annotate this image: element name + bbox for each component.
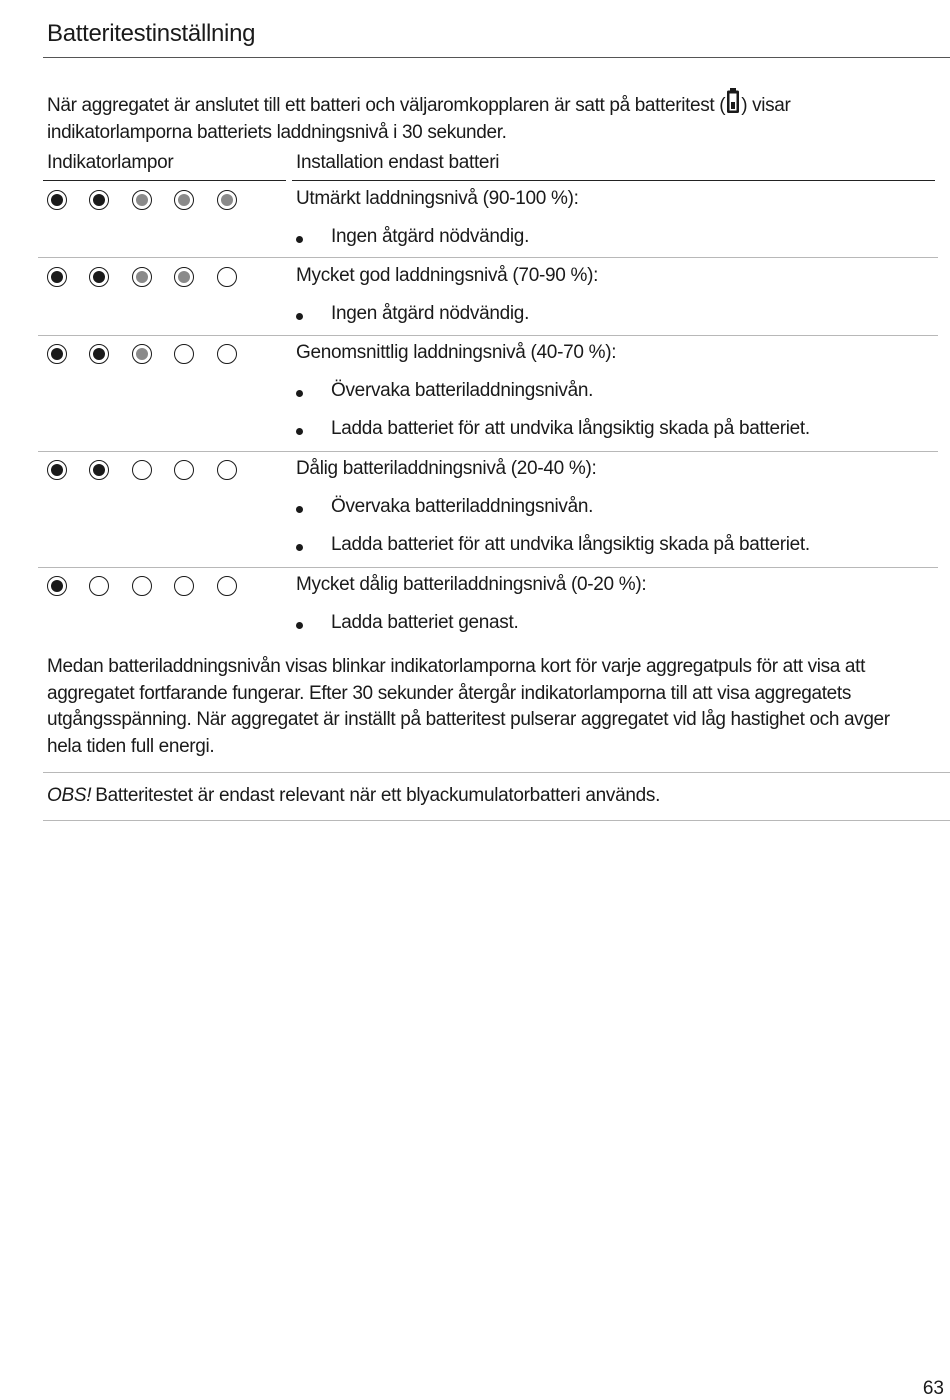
table-header-installation: Installation endast batteri [296, 152, 500, 173]
intro-text [47, 88, 927, 146]
table-header-rule-right [292, 180, 935, 181]
note-bottom-rule [43, 820, 950, 821]
charge-level-label: Utmärkt laddningsnivå (90-100 %): [296, 188, 579, 209]
battery-icon [726, 88, 740, 114]
page-number: 63 [922, 1378, 944, 1399]
note-top-rule [43, 772, 950, 773]
lamp-on-icon [47, 267, 67, 287]
body-paragraph: Medan batteriladdningsnivån visas blinkar indikatorlamporna kort för varje aggregatpuls för att visa att aggregatet fortfarande fungerar. Efter 30 sekunder återgår indikatorlamporna till att visa aggregatets utgångsspänning. När aggregatet är inställt på batteritest pulserar aggregatet vid låg hastighet och avger hela tiden full energi. [47, 656, 890, 757]
bullet-text: Övervaka batteriladdningsnivån. [331, 380, 594, 401]
lamp-dim-icon [132, 267, 152, 287]
lamp-dim-icon [132, 344, 152, 364]
lamp-off-icon [217, 460, 237, 480]
bullet-text: Ingen åtgärd nödvändig. [331, 303, 530, 324]
bullet-text: Ladda batteriet för att undvika långsiktig skada på batteriet. [331, 418, 810, 439]
lamp-off-icon [174, 460, 194, 480]
table-header-rule-left [43, 180, 286, 181]
lamp-on-icon [89, 267, 109, 287]
bullet-icon [296, 236, 303, 243]
lamp-off-icon [217, 267, 237, 287]
lamp-off-icon [132, 576, 152, 596]
lamp-dim-icon [217, 190, 237, 210]
row-divider [38, 335, 938, 336]
table-header-lamps: Indikatorlampor [47, 152, 174, 173]
bullet-icon [296, 428, 303, 435]
bullet-text: Övervaka batteriladdningsnivån. [331, 496, 594, 517]
charge-level-label: Mycket dålig batteriladdningsnivå (0-20 %): [296, 574, 647, 595]
title-divider [43, 57, 950, 58]
lamp-dim-icon [174, 190, 194, 210]
lamp-on-icon [89, 460, 109, 480]
bullet-icon [296, 622, 303, 629]
row-divider [38, 451, 938, 452]
lamp-on-icon [89, 344, 109, 364]
lamp-on-icon [89, 190, 109, 210]
lamp-off-icon [132, 460, 152, 480]
lamp-on-icon [47, 576, 67, 596]
lamp-on-icon [47, 460, 67, 480]
lamp-dim-icon [174, 267, 194, 287]
lamp-off-icon [174, 344, 194, 364]
lamp-off-icon [174, 576, 194, 596]
row-divider [38, 567, 938, 568]
charge-level-label: Dålig batteriladdningsnivå (20-40 %): [296, 458, 597, 479]
bullet-text: Ladda batteriet genast. [331, 612, 519, 633]
intro-before-icon: När aggregatet är anslutet till ett batteri och väljaromkopplaren är satt på batteritest ( [47, 95, 726, 116]
lamp-dim-icon [132, 190, 152, 210]
bullet-icon [296, 544, 303, 551]
lamp-off-icon [217, 576, 237, 596]
charge-level-label: Genomsnittlig laddningsnivå (40-70 %): [296, 342, 617, 363]
bullet-icon [296, 313, 303, 320]
row-divider [38, 257, 938, 258]
obs-note [47, 785, 660, 807]
obs-label: OBS! [47, 785, 92, 806]
intro-after-icon: ) visar indikatorlamporna batteriets laddningsnivå i 30 sekunder. [47, 95, 791, 143]
bullet-icon [296, 506, 303, 513]
bullet-icon [296, 390, 303, 397]
bullet-text: Ladda batteriet för att undvika långsiktig skada på batteriet. [331, 534, 810, 555]
lamp-on-icon [47, 344, 67, 364]
lamp-off-icon [89, 576, 109, 596]
charge-level-label: Mycket god laddningsnivå (70-90 %): [296, 265, 599, 286]
obs-text: Batteritestet är endast relevant när ett blyackumulatorbatteri används. [95, 785, 661, 806]
lamp-on-icon [47, 190, 67, 210]
section-title: Batteritestinställning [47, 20, 256, 47]
lamp-off-icon [217, 344, 237, 364]
bullet-text: Ingen åtgärd nödvändig. [331, 226, 530, 247]
